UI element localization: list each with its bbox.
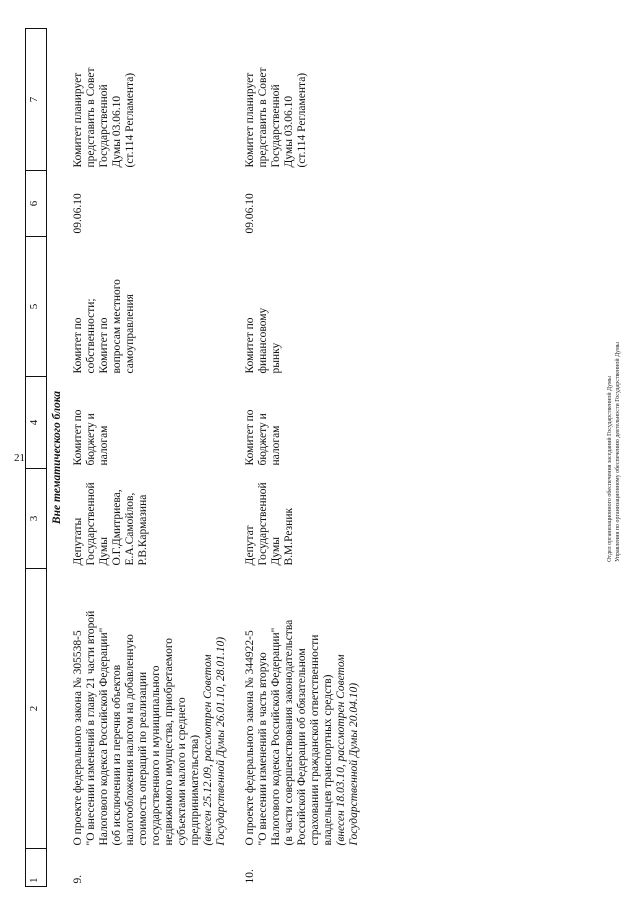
bill-title: О проекте федерального закона № 344922-5 "О внесении изменений в часть вторую Налогового кодекса Российской Федерации" (в части совершенствования законодательства Российской Федерации об обязательном страховании гражданской ответственности владельцев транспортных средств) (внесен 18.03.10, рассмотрен Советом Государственной Думы 20.04.10) bbox=[230, 569, 363, 849]
column-number: 4 bbox=[26, 377, 47, 469]
initiators: Депутаты Государственной Думы О.Г.Дмитриева, Е.А.Самойлов, Р.В.Кармазина bbox=[72, 482, 149, 566]
column-number: 5 bbox=[26, 237, 47, 377]
initiators: Депутат Государственной Думы В.М.Резник bbox=[244, 482, 295, 566]
bill-note: (внесен 25.12.09, рассмотрен Советом bbox=[202, 654, 214, 846]
responsible-committee: Комитет по бюджету и налогам bbox=[244, 409, 282, 466]
footer-line: Отдел организационного обеспечения заседаний Государственной Думы bbox=[607, 376, 613, 562]
agenda-table bbox=[25, 28, 363, 887]
plan-note: Комитет планирует представить в Совет Государственной Думы 03.06.10 (ст.114 Регламента) bbox=[244, 67, 308, 168]
column-number: 6 bbox=[26, 171, 47, 237]
plan-note: Комитет планирует представить в Совет Государственной Думы 03.06.10 (ст.114 Регламента) bbox=[72, 67, 136, 168]
column-number: 3 bbox=[26, 469, 47, 569]
bill-note: (внесен 18.03.10, рассмотрен Советом bbox=[335, 654, 347, 846]
rotated-page bbox=[25, 17, 615, 887]
co-committees: Комитет по финансовому рынку bbox=[244, 307, 282, 374]
row-number: 10. bbox=[244, 869, 256, 884]
responsible-committee: Комитет по бюджету и налогам bbox=[72, 409, 110, 466]
table-row bbox=[230, 29, 363, 887]
bill-title: О проекте федерального закона № 305538-5 "О внесении изменений в главу 21 части второй Налогового кодекса Российской Федерации" (об исключении из перечня объектов налогообложения налогом на добавленную стоимость операций по реализации государственного и муниципального недвижимого имущества, приобретаемого субъектами малого и среднего предпринимательства) (внесен 25.12.09, рассмотрен Советом Государственной Думы 26.01.10, 28.01.10) bbox=[68, 569, 230, 849]
review-date: 09.06.10 bbox=[244, 193, 256, 234]
table-row bbox=[68, 29, 230, 887]
row-number: 9. bbox=[72, 874, 84, 884]
column-number: 2 bbox=[26, 569, 47, 849]
co-committees: Комитет по собственности; Комитет по вопросам местного самоуправления bbox=[72, 279, 136, 374]
page-number: 21 bbox=[14, 452, 25, 464]
column-number: 7 bbox=[26, 29, 47, 171]
review-date: 09.06.10 bbox=[72, 193, 84, 234]
column-number: 1 bbox=[26, 849, 47, 887]
block-title: Вне тематического блока bbox=[51, 390, 63, 525]
footer-line: Управления по организационному обеспечению деятельности Государственной Думы bbox=[615, 342, 621, 562]
column-number-row bbox=[26, 29, 47, 887]
